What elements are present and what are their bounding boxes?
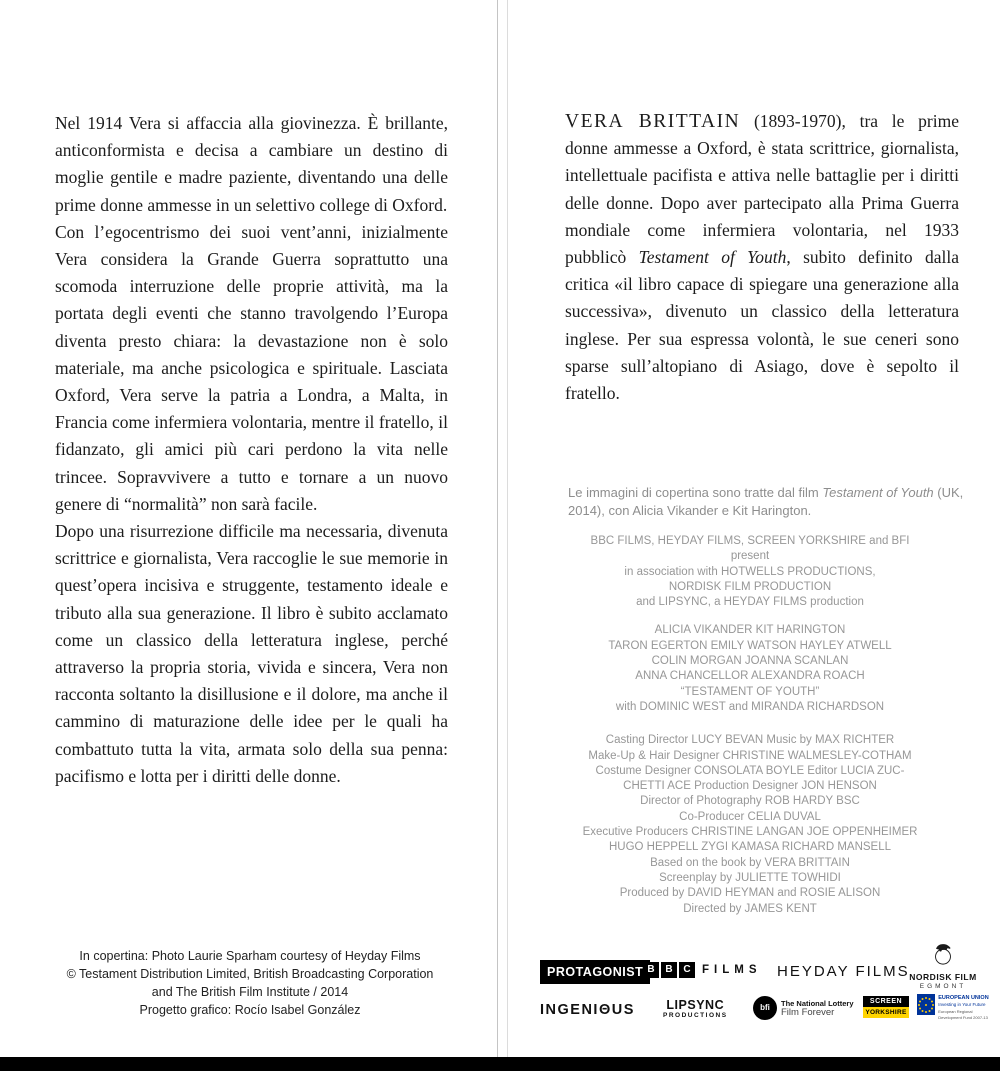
bbc-block-icon: B bbox=[643, 962, 659, 978]
line: Director of Photography ROB HARDY BSC bbox=[640, 795, 860, 808]
line: Casting Director LUCY BEVAN Music by MAX RICHTER bbox=[605, 734, 895, 747]
logo-strip bbox=[525, 938, 990, 1048]
line: Progetto grafico: Rocío Isabel González bbox=[139, 1003, 361, 1017]
egmont-label: EGMONT bbox=[919, 983, 967, 990]
credits-production-block bbox=[510, 534, 990, 610]
yorkshire-label: YORKSHIRE bbox=[863, 1007, 909, 1018]
line: Make-Up & Hair Designer CHRISTINE WALMESLEY-COTHAM bbox=[588, 749, 912, 762]
polar-bear-icon bbox=[929, 953, 957, 970]
bottom-black-bar bbox=[0, 1057, 1000, 1071]
line: TARON EGERTON EMILY WATSON HAYLEY ATWELL bbox=[608, 639, 892, 652]
line: with DOMINIC WEST and MIRANDA RICHARDSON bbox=[615, 700, 885, 713]
line: and LIPSYNC, a HEYDAY FILMS production bbox=[636, 596, 864, 609]
line: Dopo una risurrezione difficile ma necessaria, divenuta scrittrice e giornalista, Vera raccoglie le sue memorie in quest’opera incisiva e struggente, testamento ideale e tributo alla sua generazione. Il libro è subito acclamato come un classico della letteratura inglese, perché attraverso la propria storia, vivida e sincera, Vera non racconta soltanto la disillusione e il dolore, ma anche il cammino di maturazione delle idee per le quali ha combattuto tutta la vita, armata solo della sua penna: pacifismo e lotta per i diritti delle donne. bbox=[55, 521, 448, 786]
line: In copertina: Photo Laurie Sparham courtesy of Heyday Films bbox=[79, 949, 421, 963]
nordisk-film-logo bbox=[903, 938, 983, 990]
line: Nel 1914 Vera si affaccia alla giovinezza. È brillante, anticonformista e decisa a cambiare un destino di moglie gentile e madre paziente, diventando una delle prime donne ammesse in un selettivo college di Oxford. bbox=[55, 113, 448, 215]
line: Produced by DAVID HEYMAN and ROSIE ALISON bbox=[619, 887, 881, 900]
line: HUGO HEPPELL ZYGI KAMASA RICHARD MANSELL bbox=[608, 841, 892, 854]
author-name: VERA BRITTAIN bbox=[565, 111, 741, 132]
film-forever-label: Film Forever bbox=[781, 1007, 835, 1018]
line: in association with HOTWELLS PRODUCTIONS, bbox=[624, 565, 876, 578]
line: Screenplay by JULIETTE TOWHIDI bbox=[659, 871, 841, 884]
line: present bbox=[730, 550, 770, 563]
bfi-icon: bfi bbox=[753, 996, 777, 1020]
bio-text-part1: (1893-1970), tra le prime donne ammesse a Oxford, è stata scrittrice, giornalista, intellettuale pacifista e attiva nelle battaglie per i diritti delle donne. Dopo aver partecipato alla Prima Guerra mondiale come infermiera volontaria, nel 1933 pubblicò bbox=[565, 111, 960, 268]
credits-cast-block bbox=[510, 623, 990, 715]
line: NORDISK FILM PRODUCTION bbox=[668, 580, 832, 593]
line: Directed by JAMES KENT bbox=[683, 902, 817, 915]
line: “TESTAMENT OF YOUTH” bbox=[680, 685, 820, 698]
line: © Testament Distribution Limited, British Broadcasting Corporation bbox=[66, 967, 434, 981]
film-credits bbox=[510, 534, 990, 917]
film-title-italic: Testament of Youth bbox=[822, 485, 934, 500]
line: Costume Designer CONSOLATA BOYLE Editor LUCIA ZUC- bbox=[595, 764, 905, 777]
eu-label: EUROPEAN UNION bbox=[938, 995, 989, 1001]
cover-note-part2: (UK, 2014), con Alicia Vikander e Kit Harington. bbox=[568, 485, 964, 518]
author-bio bbox=[565, 108, 959, 407]
spine-fold-line-left bbox=[497, 0, 498, 1057]
lipsync-label: LIPSYNC bbox=[666, 998, 725, 1012]
nordisk-film-label: NORDISK FILM bbox=[909, 972, 977, 982]
line: COLIN MORGAN JOANNA SCANLAN bbox=[651, 655, 849, 668]
bio-text-part2: , subito definito dalla critica «il libro capace di spiegare una generazione alla successiva», divenuto un classico della letteratura inglese. Per sua espressa volontà, le sue ceneri sono sparse sull’altopiano di Asiago, dove è sepolto il fratello. bbox=[565, 247, 959, 404]
line: Executive Producers CHRISTINE LANGAN JOE OPPENHEIMER bbox=[582, 826, 918, 839]
line: Con l’egocentrismo dei suoi vent’anni, inizialmente Vera considera la Grande Guerra soprattutto una scomoda interruzione delle proprie attività, ma la portata degli eventi che stanno travolgendo l’Europa diventa presto chiara: la devastazione non è solo materiale, ma anche psicologica e spirituale. Lasciata Oxford, Vera serve la patria a Londra, a Malta, in Francia come infermiera volontaria, mentre il fratello, il fidanzato, gli amici più cari perdono la vita nelle trincee. Sopravvivere a tutto e tornare a un nuovo genere di “normalità” non sarà facile. bbox=[55, 221, 448, 514]
cover-note-part1: Le immagini di copertina sono tratte dal film bbox=[568, 485, 823, 500]
ingenious-logo: INGENIΘUS bbox=[540, 1002, 635, 1018]
line: ALICIA VIKANDER KIT HARINGTON bbox=[654, 624, 846, 637]
book-title-italic: Testament of Youth bbox=[638, 247, 787, 268]
bbc-block-icon: C bbox=[679, 962, 695, 978]
synopsis-text bbox=[55, 110, 448, 790]
line: CHETTI ACE Production Designer JON HENSON bbox=[623, 780, 877, 793]
cover-images-note bbox=[568, 484, 966, 519]
national-lottery-label: The National Lottery bbox=[781, 999, 854, 1008]
line: BBC FILMS, HEYDAY FILMS, SCREEN YORKSHIRE and BFI bbox=[590, 535, 910, 547]
bbc-films-logo bbox=[643, 962, 762, 978]
line: ANNA CHANCELLOR ALEXANDRA ROACH bbox=[635, 670, 865, 683]
bbc-block-icon: B bbox=[661, 962, 677, 978]
screen-yorkshire-logo bbox=[863, 996, 909, 1018]
eu-flag-icon bbox=[917, 994, 935, 1015]
bfi-lottery-logo bbox=[753, 996, 854, 1020]
lipsync-productions-label: PRODUCTIONS bbox=[663, 1012, 728, 1019]
credits-crew-block bbox=[510, 733, 990, 917]
line: and The British Film Institute / 2014 bbox=[151, 985, 349, 999]
spine-fold-line-right bbox=[507, 0, 508, 1057]
lipsync-productions-logo bbox=[663, 998, 728, 1019]
line: Based on the book by VERA BRITTAIN bbox=[650, 856, 850, 869]
line: Co-Producer CELIA DUVAL bbox=[679, 810, 821, 823]
eu-tagline: Investing in Your Future bbox=[938, 1001, 986, 1007]
eu-fund-label: European Regional Development Fund 2007-13 bbox=[938, 1009, 988, 1020]
colophon-credits bbox=[20, 947, 480, 1019]
protagonist-logo: PROTAGONIST bbox=[540, 960, 650, 984]
european-union-logo bbox=[917, 994, 990, 1020]
bbc-films-label: FILMS bbox=[702, 964, 762, 976]
heyday-films-logo: HEYDAY FILMS bbox=[777, 963, 910, 980]
screen-label: SCREEN bbox=[863, 996, 909, 1007]
